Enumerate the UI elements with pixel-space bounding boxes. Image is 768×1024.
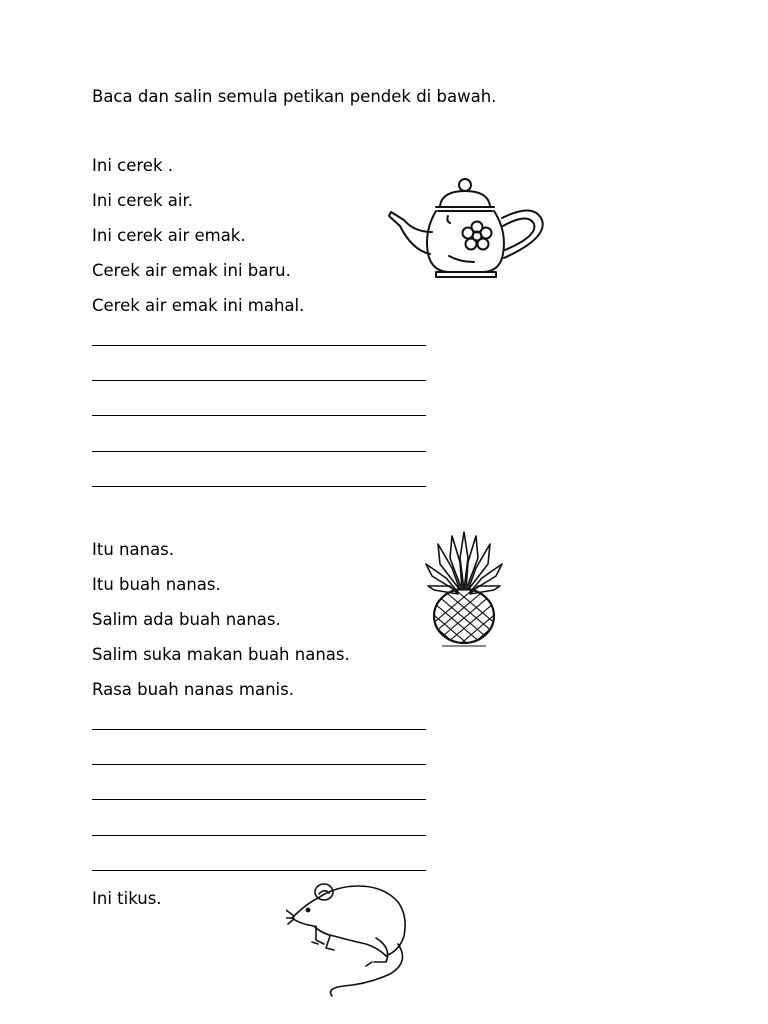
worksheet-instruction: Baca dan salin semula petikan pendek di bawah. [92, 87, 497, 106]
passage-2-sentence-4: Salim suka makan buah nanas. [92, 645, 350, 664]
passage-2-sentence-5: Rasa buah nanas manis. [92, 680, 294, 699]
writing-line[interactable] [92, 451, 426, 452]
passage-1-sentence-2: Ini cerek air. [92, 191, 193, 210]
passage-1-sentence-5: Cerek air emak ini mahal. [92, 296, 305, 315]
passage-2-sentence-2: Itu buah nanas. [92, 575, 221, 594]
writing-line[interactable] [92, 486, 426, 487]
writing-line[interactable] [92, 380, 426, 381]
writing-line[interactable] [92, 345, 426, 346]
writing-line[interactable] [92, 729, 426, 730]
writing-line[interactable] [92, 835, 426, 836]
mouse-illustration [286, 878, 412, 998]
writing-line[interactable] [92, 415, 426, 416]
writing-line[interactable] [92, 799, 426, 800]
writing-line[interactable] [92, 764, 426, 765]
passage-1-sentence-4: Cerek air emak ini baru. [92, 261, 291, 280]
passage-1-sentence-1: Ini cerek . [92, 156, 173, 175]
passage-1-sentence-3: Ini cerek air emak. [92, 226, 246, 245]
teapot-illustration [386, 176, 544, 280]
passage-3-sentence-1: Ini tikus. [92, 889, 162, 908]
writing-line[interactable] [92, 870, 426, 871]
pineapple-illustration [424, 528, 504, 650]
passage-2-sentence-3: Salim ada buah nanas. [92, 610, 281, 629]
passage-2-sentence-1: Itu nanas. [92, 540, 175, 559]
